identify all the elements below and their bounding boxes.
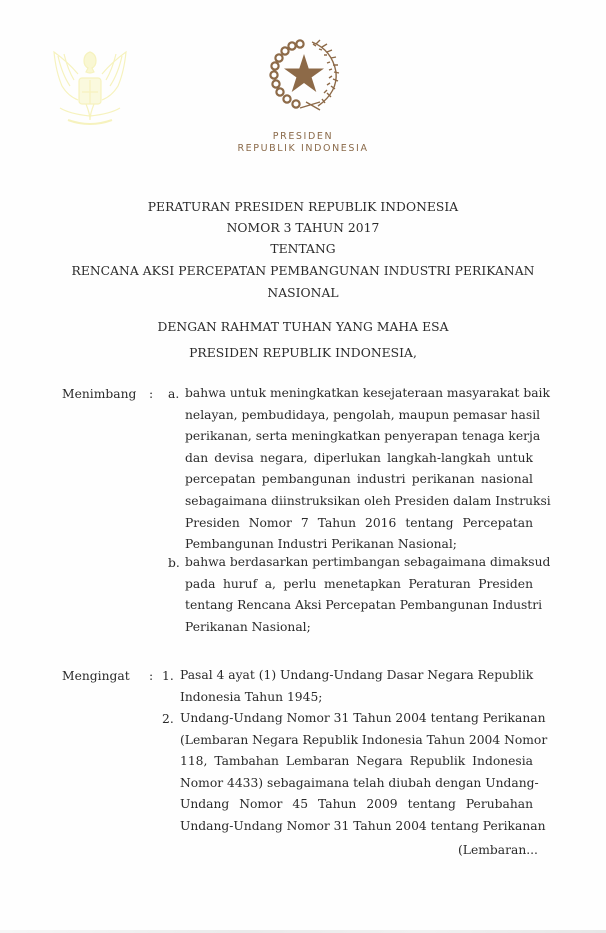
mengingat-item-1-marker: 1. [162,669,174,683]
text-line: bahwa untuk meningkatkan kesejateraan masyarakat baik [185,386,550,400]
mengingat-item-1-text [180,665,533,708]
menimbang-item-b-marker: b. [168,556,180,570]
menimbang-item-b-text [185,552,551,638]
text-line: Perikanan Nasional; [185,619,311,634]
text-line: nelayan, pembudidaya, pengolah, maupun pemasar hasil [185,407,541,422]
text-line: (Lembaran Negara Republik Indonesia Tahun 2004 Nomor [180,732,548,747]
regulation-number: NOMOR 3 TAHUN 2017 [226,221,380,235]
text-line: sebagaimana diinstruksikan oleh Presiden dalam Instruksi [185,493,551,508]
text-line: pada huruf a, perlu menetapkan Peraturan Presiden [185,576,533,591]
menimbang-colon: : [149,387,154,401]
text-line: percepatan pembangunan industri perikanan nasional [185,472,533,487]
garuda-pancasila-watermark-icon [48,40,132,136]
regulation-tentang: TENTANG [270,242,336,256]
text-line: bahwa berdasarkan pertimbangan sebagaimana dimaksud [185,555,551,569]
mengingat-colon: : [149,669,154,683]
invocation-text: DENGAN RAHMAT TUHAN YANG MAHA ESA [157,320,449,334]
text-line: Undang Nomor 45 Tahun 2009 tentang Perubahan [180,797,533,812]
menimbang-label: Menimbang [62,387,137,401]
text-line: tentang Rencana Aksi Percepatan Pembangunan Industri [185,598,543,613]
mengingat-item-2-marker: 2. [162,712,174,726]
text-line: dan devisa negara, diperlukan langkah-langkah untuk [185,450,533,465]
presidential-star-emblem-icon [266,38,342,114]
issuer-text: PRESIDEN REPUBLIK INDONESIA, [189,346,417,360]
emblem-label-republik-indonesia: REPUBLIK INDONESIA [237,143,369,154]
text-line: Pasal 4 ayat (1) Undang-Undang Dasar Negara Republik [180,668,534,682]
regulation-type-title: PERATURAN PRESIDEN REPUBLIK INDONESIA [147,200,459,214]
mengingat-label: Mengingat [62,669,130,683]
text-line: Pembangunan Industri Perikanan Nasional; [185,537,457,552]
text-line: Undang-Undang Nomor 31 Tahun 2004 tentang Perikanan [180,818,546,833]
menimbang-item-a-marker: a. [168,387,180,401]
text-line: Nomor 4433) sebagaimana telah diubah dengan Undang- [180,775,539,790]
page-continuation-text: (Lembaran... [458,843,538,857]
menimbang-item-a-text [185,383,551,556]
regulation-subject-line1: RENCANA AKSI PERCEPATAN PEMBANGUNAN INDUSTRI PERIKANAN [71,264,535,278]
mengingat-item-2-text [180,708,548,838]
text-line: Presiden Nomor 7 Tahun 2016 tentang Percepatan [185,515,533,530]
regulation-subject-line2: NASIONAL [267,286,339,300]
emblem-label-presiden: PRESIDEN [272,131,334,142]
text-line: 118, Tambahan Lembaran Negara Republik Indonesia [180,754,533,769]
text-line: perikanan, serta meningkatkan penyerapan tenaga kerja [185,429,541,444]
text-line: Undang-Undang Nomor 31 Tahun 2004 tentang Perikanan [180,711,546,725]
text-line: Indonesia Tahun 1945; [180,689,323,704]
